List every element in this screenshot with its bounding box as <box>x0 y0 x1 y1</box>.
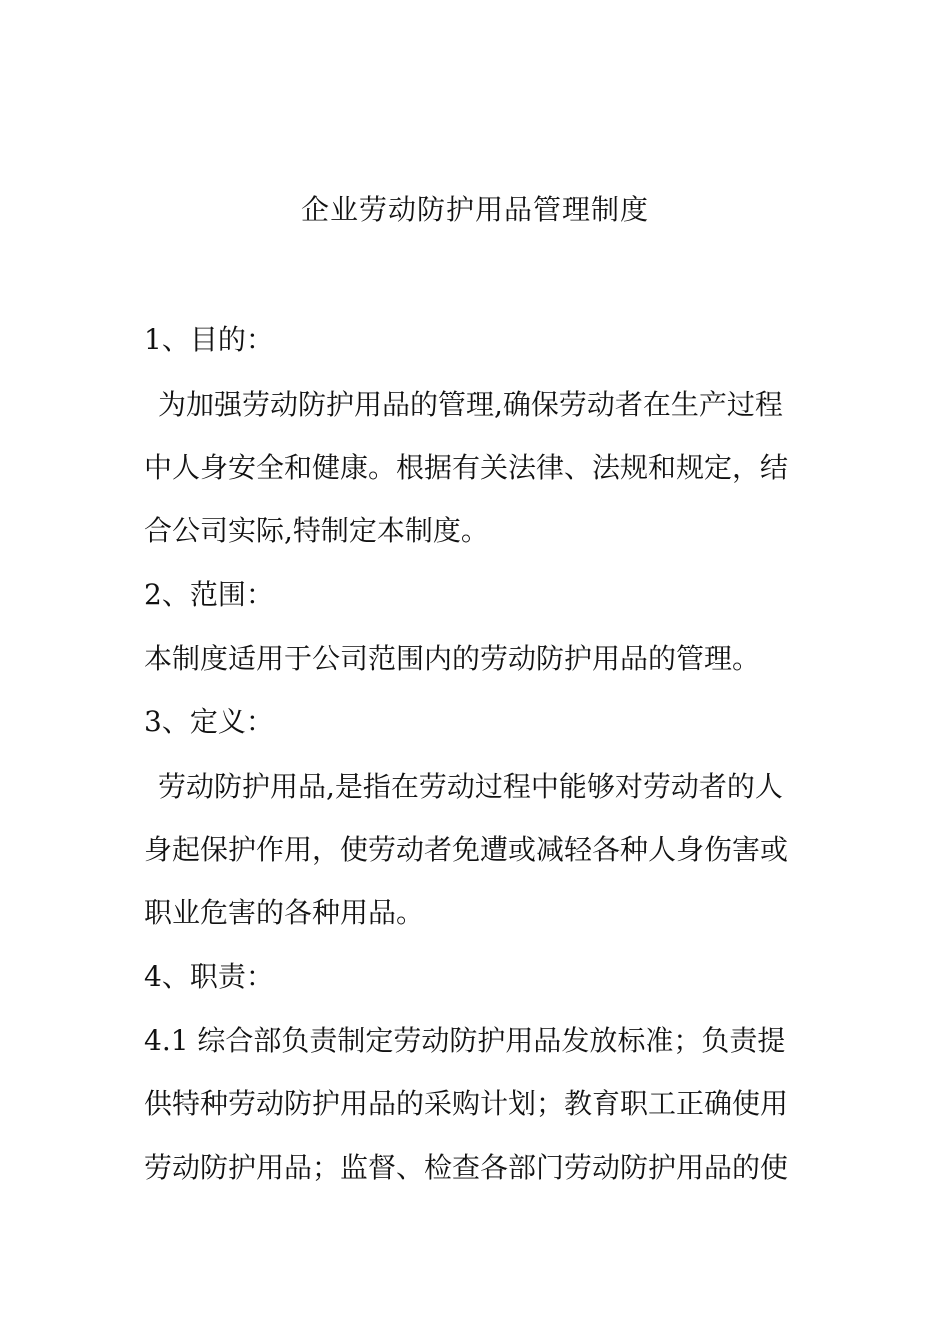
paragraph-line: 劳动防护用品；监督、检查各部门劳动防护用品的使 <box>144 1151 789 1184</box>
paragraph-line: 身起保护作用，使劳动者免遭或减轻各种人身伤害或 <box>144 833 789 866</box>
paragraph-line: 职业危害的各种用品。 <box>144 896 425 929</box>
paragraph-line: 中人身安全和健康。根据有关法律、法规和规定，结 <box>144 451 789 484</box>
paragraph-line: 本制度适用于公司范围内的劳动防护用品的管理。 <box>144 642 761 675</box>
paragraph-line: 4.1 综合部负责制定劳动防护用品发放标准；负责提 <box>144 1024 786 1057</box>
paragraph-line: 合公司实际,特制定本制度。 <box>144 514 489 547</box>
section-heading-definition: 3、定义： <box>144 705 274 738</box>
section-heading-purpose: 1、目的： <box>144 323 274 356</box>
paragraph-line: 为加强劳动防护用品的管理,确保劳动者在生产过程 <box>158 388 783 421</box>
section-heading-scope: 2、范围： <box>144 578 274 611</box>
paragraph-line: 劳动防护用品,是指在劳动过程中能够对劳动者的人 <box>158 770 783 803</box>
section-heading-responsibilities: 4、职责： <box>144 960 274 993</box>
document-title: 企业劳动防护用品管理制度 <box>300 193 649 226</box>
paragraph-line: 供特种劳动防护用品的采购计划；教育职工正确使用 <box>144 1087 789 1120</box>
